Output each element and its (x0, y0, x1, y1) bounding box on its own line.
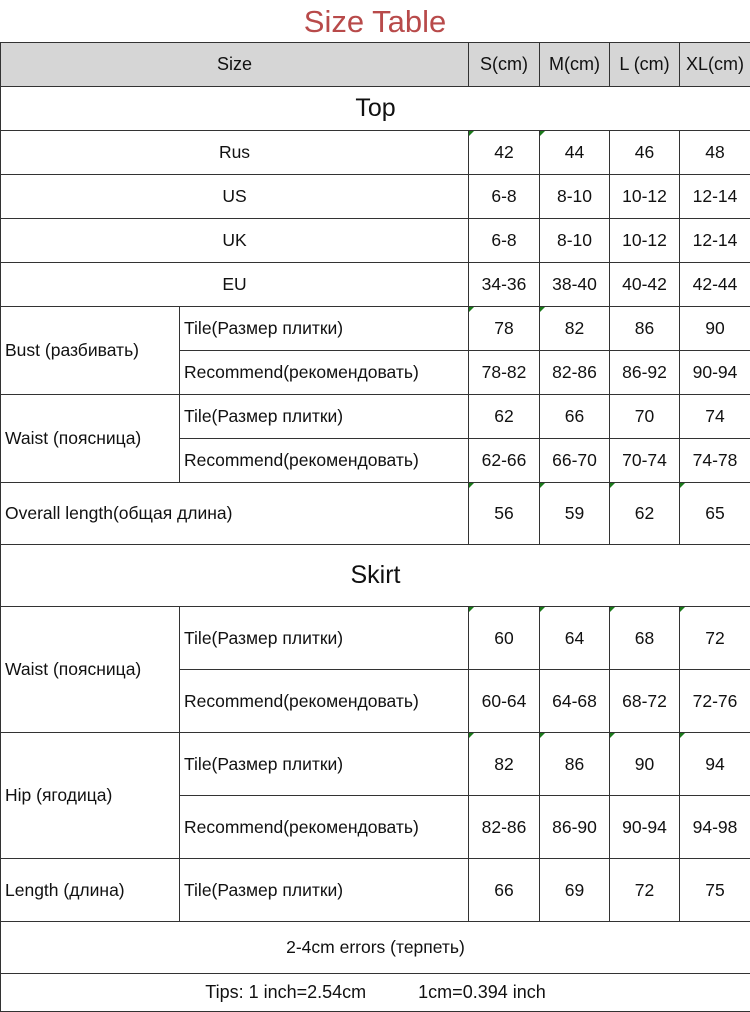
row-label-us: US (1, 175, 469, 219)
value-cell: 86 (540, 733, 610, 796)
value-cell: 82 (540, 307, 610, 351)
value-cell: 86-90 (540, 796, 610, 859)
value-cell: 64-68 (540, 670, 610, 733)
value-cell: 48 (680, 131, 750, 175)
value-cell: 40-42 (610, 263, 680, 307)
row-label-length: Length (длина) (1, 859, 180, 922)
table-row-overall-length (1, 483, 750, 545)
value-cell: 74-78 (680, 439, 750, 483)
row-sublabel-recommend: Recommend(рекомендовать) (180, 351, 469, 395)
table-row-waist-tile (1, 395, 750, 439)
errors-row (1, 922, 750, 974)
row-sublabel-tile: Tile(Размер плитки) (180, 395, 469, 439)
header-l: L (cm) (610, 43, 680, 87)
value-cell: 34-36 (469, 263, 540, 307)
value-cell: 78 (469, 307, 540, 351)
table-row-rus (1, 131, 750, 175)
value-cell: 72-76 (680, 670, 750, 733)
value-cell: 8-10 (540, 219, 610, 263)
row-label-overall-length: Overall length(общая длина) (1, 483, 469, 545)
value-cell: 64 (540, 607, 610, 670)
value-cell: 86-92 (610, 351, 680, 395)
value-cell: 78-82 (469, 351, 540, 395)
value-cell: 72 (610, 859, 680, 922)
value-cell: 66 (540, 395, 610, 439)
value-cell: 6-8 (469, 219, 540, 263)
row-sublabel-tile: Tile(Размер плитки) (180, 307, 469, 351)
row-label-eu: EU (1, 263, 469, 307)
row-label-hip: Hip (ягодица) (1, 733, 180, 859)
value-cell: 38-40 (540, 263, 610, 307)
section-row-top (1, 87, 750, 131)
value-cell: 94 (680, 733, 750, 796)
errors-note: 2-4cm errors (терпеть) (1, 922, 750, 974)
value-cell: 12-14 (680, 175, 750, 219)
row-sublabel-recommend: Recommend(рекомендовать) (180, 439, 469, 483)
value-cell: 68-72 (610, 670, 680, 733)
row-sublabel-tile: Tile(Размер плитки) (180, 859, 469, 922)
value-cell: 62 (610, 483, 680, 545)
header-xl: XL(cm) (680, 43, 750, 87)
row-label-rus: Rus (1, 131, 469, 175)
tips-cell (1, 974, 750, 1012)
value-cell: 72 (680, 607, 750, 670)
value-cell: 86 (610, 307, 680, 351)
value-cell: 90 (680, 307, 750, 351)
value-cell: 42 (469, 131, 540, 175)
value-cell: 69 (540, 859, 610, 922)
value-cell: 12-14 (680, 219, 750, 263)
value-cell: 10-12 (610, 175, 680, 219)
table-row-skirt-waist-tile (1, 607, 750, 670)
value-cell: 68 (610, 607, 680, 670)
row-sublabel-recommend: Recommend(рекомендовать) (180, 670, 469, 733)
value-cell: 60-64 (469, 670, 540, 733)
value-cell: 44 (540, 131, 610, 175)
value-cell: 59 (540, 483, 610, 545)
tips-cm: 1cm=0.394 inch (418, 982, 546, 1002)
tips-inch: Tips: 1 inch=2.54cm (205, 982, 366, 1002)
header-m: M(cm) (540, 43, 610, 87)
section-title-skirt: Skirt (1, 545, 750, 607)
value-cell: 66-70 (540, 439, 610, 483)
value-cell: 65 (680, 483, 750, 545)
row-label-skirt-waist: Waist (поясница) (1, 607, 180, 733)
table-row-eu (1, 263, 750, 307)
value-cell: 42-44 (680, 263, 750, 307)
value-cell: 82-86 (540, 351, 610, 395)
tips-row (1, 974, 750, 1012)
table-row-length (1, 859, 750, 922)
value-cell: 56 (469, 483, 540, 545)
row-sublabel-tile: Tile(Размер плитки) (180, 733, 469, 796)
value-cell: 66 (469, 859, 540, 922)
table-row-us (1, 175, 750, 219)
header-s: S(cm) (469, 43, 540, 87)
value-cell: 94-98 (680, 796, 750, 859)
row-sublabel-recommend: Recommend(рекомендовать) (180, 796, 469, 859)
value-cell: 90 (610, 733, 680, 796)
value-cell: 62 (469, 395, 540, 439)
row-label-uk: UK (1, 219, 469, 263)
row-sublabel-tile: Tile(Размер плитки) (180, 607, 469, 670)
value-cell: 6-8 (469, 175, 540, 219)
value-cell: 90-94 (610, 796, 680, 859)
size-table (0, 42, 750, 1012)
value-cell: 74 (680, 395, 750, 439)
table-row-hip-tile (1, 733, 750, 796)
page-title: Size Table (0, 0, 750, 42)
header-size: Size (1, 43, 469, 87)
value-cell: 60 (469, 607, 540, 670)
table-row-uk (1, 219, 750, 263)
section-row-skirt (1, 545, 750, 607)
value-cell: 75 (680, 859, 750, 922)
row-label-waist: Waist (поясница) (1, 395, 180, 483)
value-cell: 70 (610, 395, 680, 439)
value-cell: 70-74 (610, 439, 680, 483)
table-row-bust-tile (1, 307, 750, 351)
value-cell: 46 (610, 131, 680, 175)
value-cell: 90-94 (680, 351, 750, 395)
value-cell: 8-10 (540, 175, 610, 219)
section-title-top: Top (1, 87, 750, 131)
value-cell: 62-66 (469, 439, 540, 483)
value-cell: 82 (469, 733, 540, 796)
value-cell: 10-12 (610, 219, 680, 263)
header-row (1, 43, 750, 87)
value-cell: 82-86 (469, 796, 540, 859)
row-label-bust: Bust (разбивать) (1, 307, 180, 395)
